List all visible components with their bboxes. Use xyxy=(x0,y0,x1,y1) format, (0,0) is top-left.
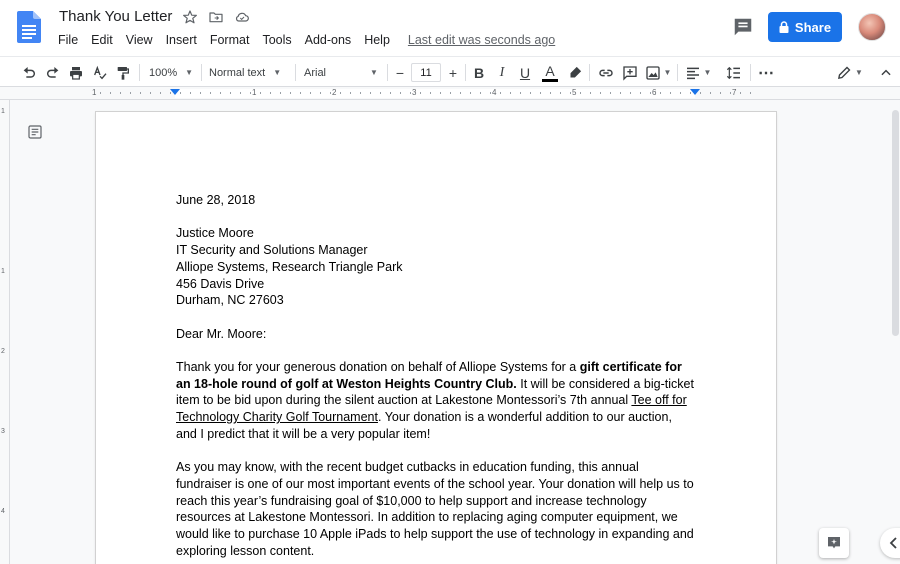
last-edit-link[interactable]: Last edit was seconds ago xyxy=(407,33,556,47)
ruler-tick xyxy=(660,92,661,94)
ruler-tick xyxy=(510,92,511,94)
paragraph-1-text: . Your donation is a wonderful addition to our auction, and I predict that it will be a very popular item! xyxy=(176,410,672,441)
ruler-tick xyxy=(200,92,201,94)
ruler-tick xyxy=(130,92,131,94)
line-spacing-icon[interactable] xyxy=(723,57,745,88)
ruler-tick xyxy=(480,92,481,94)
ruler-tick xyxy=(550,92,551,94)
share-label: Share xyxy=(794,19,832,35)
align-left-icon[interactable] xyxy=(684,57,712,88)
ruler-number: 6 xyxy=(652,88,657,97)
ruler-tick xyxy=(530,92,531,94)
caret-down-icon: ▼ xyxy=(855,68,863,77)
vruler-number: 3 xyxy=(1,428,5,435)
ruler-tick xyxy=(270,92,271,94)
ruler-tick xyxy=(500,92,501,94)
ruler-tick xyxy=(310,92,311,94)
docs-logo-icon[interactable] xyxy=(17,11,41,43)
toolbar-divider xyxy=(295,64,296,81)
ruler-tick xyxy=(210,92,211,94)
ruler-tick xyxy=(290,92,291,94)
paint-format-icon[interactable] xyxy=(112,57,134,88)
explore-icon xyxy=(826,535,842,551)
ruler-tick xyxy=(620,92,621,94)
ruler-tick xyxy=(680,92,681,94)
move-folder-icon[interactable] xyxy=(208,9,224,25)
toolbar-divider xyxy=(589,64,590,81)
menu-file[interactable]: File xyxy=(58,33,79,47)
ruler-tick xyxy=(590,92,591,94)
ruler-number: 1 xyxy=(92,88,97,97)
salutation: Dear Mr. Moore: xyxy=(176,326,267,341)
undo-icon[interactable] xyxy=(18,57,40,88)
menu-view[interactable]: View xyxy=(125,33,153,47)
ruler-tick xyxy=(150,92,151,94)
editing-mode-icon[interactable] xyxy=(836,57,864,88)
spellcheck-icon[interactable] xyxy=(89,57,111,88)
vruler-number: 1 xyxy=(1,108,5,115)
recipient-title: IT Security and Solutions Manager xyxy=(176,243,368,258)
header xyxy=(0,0,900,56)
ruler-tick xyxy=(450,92,451,94)
zoom-value: 100% xyxy=(148,66,178,79)
toolbar-divider xyxy=(139,64,140,81)
text-color-swatch xyxy=(542,79,558,82)
ruler-tick xyxy=(670,92,671,94)
ruler-tick xyxy=(400,92,401,94)
ruler-tick xyxy=(730,92,731,94)
toolbar-divider xyxy=(750,64,751,81)
insert-comment-icon[interactable] xyxy=(620,57,640,88)
recipient-street: 456 Davis Drive xyxy=(176,276,265,291)
decrease-font-size-button[interactable]: − xyxy=(395,64,405,81)
ruler-tick xyxy=(520,92,521,94)
ruler-number: 1 xyxy=(252,88,257,97)
ruler-tick xyxy=(430,92,431,94)
ruler-tick xyxy=(220,92,221,94)
ruler-tick xyxy=(650,92,651,94)
style-value: Normal text xyxy=(209,66,266,79)
underline-button[interactable]: U xyxy=(519,64,531,81)
ruler-tick xyxy=(120,92,121,94)
ruler-tick xyxy=(570,92,571,94)
more-options-button[interactable]: ⋯ xyxy=(758,64,774,82)
explore-button[interactable] xyxy=(819,528,849,558)
ruler-tick xyxy=(750,92,751,94)
ruler-tick xyxy=(320,92,321,94)
title-row xyxy=(59,8,250,25)
ruler-tick xyxy=(370,92,371,94)
right-indent-marker[interactable] xyxy=(690,89,700,95)
ruler-tick xyxy=(600,92,601,94)
recipient-city: Durham, NC 27603 xyxy=(176,293,284,308)
ruler-tick xyxy=(420,92,421,94)
paragraph-1-bold: gift certificate for an 18-hole round of golf at Weston Heights Country Club. xyxy=(176,359,682,391)
ruler-tick xyxy=(380,92,381,94)
star-icon[interactable] xyxy=(182,9,198,25)
paragraph-1 xyxy=(176,359,696,443)
style-select[interactable] xyxy=(209,57,289,88)
toolbar-divider xyxy=(465,64,466,81)
ruler-tick xyxy=(580,92,581,94)
redo-icon[interactable] xyxy=(42,57,64,88)
ruler-tick xyxy=(610,92,611,94)
recipient-name: Justice Moore xyxy=(176,226,254,241)
ruler-tick xyxy=(230,92,231,94)
highlight-icon[interactable] xyxy=(565,57,585,88)
vruler-number: 1 xyxy=(1,268,5,275)
paragraph-2: As you may know, with the recent budget cutbacks in education funding, this annual fundraiser is one of our most important events of the school year. Your donation will help us to reach this year’s fundraising goal of $10,000 to help support and increase technology resources at Lakestone Montessori. In addition to replacing aging computer equipment, we would like to purchase 10 Apple iPads to help support the use of technology in expanding and exploring lesson content. xyxy=(176,460,694,558)
recipient-company: Alliope Systems, Research Triangle Park xyxy=(176,259,403,274)
ruler-tick xyxy=(160,92,161,94)
ruler-tick xyxy=(280,92,281,94)
caret-down-icon: ▼ xyxy=(370,68,378,77)
text-color-button[interactable] xyxy=(540,57,560,88)
document-page[interactable] xyxy=(96,112,776,564)
vertical-ruler[interactable] xyxy=(0,100,10,564)
font-size-input[interactable]: 11 xyxy=(411,63,441,82)
ruler-tick xyxy=(330,92,331,94)
left-indent-marker[interactable] xyxy=(170,89,180,95)
ruler-tick xyxy=(250,92,251,94)
document-outline-icon[interactable] xyxy=(27,124,43,140)
ruler-tick xyxy=(300,92,301,94)
ruler-tick xyxy=(490,92,491,94)
insert-link-icon[interactable] xyxy=(596,57,616,88)
ruler-tick xyxy=(460,92,461,94)
ruler-tick xyxy=(630,92,631,94)
ruler-tick xyxy=(180,92,181,94)
letter-date: June 28, 2018 xyxy=(176,193,256,207)
ruler-tick xyxy=(740,92,741,94)
menu-help[interactable]: Help xyxy=(364,33,390,47)
menu-insert[interactable]: Insert xyxy=(165,33,197,47)
ruler-tick xyxy=(140,92,141,94)
bold-button[interactable]: B xyxy=(473,64,485,81)
ruler-tick xyxy=(350,92,351,94)
ruler-tick xyxy=(340,92,341,94)
menu-addons[interactable]: Add-ons xyxy=(304,33,352,47)
ruler-number: 3 xyxy=(412,88,417,97)
font-select[interactable] xyxy=(304,57,384,88)
scrollbar-thumb[interactable] xyxy=(892,110,899,336)
lock-icon xyxy=(779,21,789,33)
ruler-tick xyxy=(390,92,391,94)
comment-history-icon[interactable] xyxy=(732,16,754,38)
share-button[interactable] xyxy=(768,12,842,42)
ruler-tick xyxy=(190,92,191,94)
tournament-link[interactable]: Tee off for Technology Charity Golf Tournament xyxy=(176,393,687,425)
menu-format[interactable]: Format xyxy=(209,33,250,47)
ruler-tick xyxy=(720,92,721,94)
ruler-tick xyxy=(540,92,541,94)
menu-edit[interactable]: Edit xyxy=(91,33,113,47)
ruler-number: 7 xyxy=(732,88,737,97)
zoom-select[interactable] xyxy=(146,57,196,88)
ruler-tick xyxy=(560,92,561,94)
ruler-tick xyxy=(710,92,711,94)
collapse-menus-icon[interactable] xyxy=(876,57,896,88)
text-color-label: A xyxy=(545,62,555,79)
ruler-number: 2 xyxy=(332,88,337,97)
avatar[interactable] xyxy=(858,13,886,41)
chevron-left-icon xyxy=(889,537,899,549)
ruler-number: 4 xyxy=(492,88,497,97)
vruler-number: 4 xyxy=(1,508,5,515)
horizontal-ruler[interactable] xyxy=(0,87,900,100)
ruler-tick xyxy=(440,92,441,94)
paragraph-1-text: Thank you for your generous donation on behalf of Alliope Systems for a xyxy=(176,359,580,374)
caret-down-icon: ▼ xyxy=(273,68,282,77)
caret-down-icon: ▼ xyxy=(703,68,712,77)
menu-bar xyxy=(58,33,555,47)
ruler-tick xyxy=(470,92,471,94)
ruler-tick xyxy=(260,92,261,94)
paragraph-1-text: It will be considered a big-ticket item to be bid upon during the silent auction at Lakestone Montessori’s 7th annual xyxy=(176,376,694,408)
ruler-number: 5 xyxy=(572,88,577,97)
toolbar-divider xyxy=(387,64,388,81)
cloud-status-icon[interactable] xyxy=(234,9,250,25)
insert-image-icon[interactable] xyxy=(644,57,672,88)
ruler-tick xyxy=(410,92,411,94)
caret-down-icon: ▼ xyxy=(185,68,194,77)
font-value: Arial xyxy=(304,66,327,79)
menu-tools[interactable]: Tools xyxy=(262,33,292,47)
toolbar-divider xyxy=(201,64,202,81)
ruler-tick xyxy=(100,92,101,94)
toolbar xyxy=(0,56,900,87)
doc-title[interactable]: Thank You Letter xyxy=(59,8,173,25)
increase-font-size-button[interactable]: + xyxy=(448,64,458,81)
ruler-tick xyxy=(360,92,361,94)
ruler-tick xyxy=(240,92,241,94)
ruler-tick xyxy=(700,92,701,94)
ruler-tick xyxy=(110,92,111,94)
italic-button[interactable]: I xyxy=(499,64,505,80)
vruler-number: 2 xyxy=(1,348,5,355)
side-panel-toggle[interactable] xyxy=(880,528,900,558)
caret-down-icon: ▼ xyxy=(663,68,672,77)
vertical-scrollbar[interactable] xyxy=(890,100,900,564)
ruler-tick xyxy=(640,92,641,94)
toolbar-divider xyxy=(677,64,678,81)
document-body[interactable] xyxy=(176,192,696,559)
print-icon[interactable] xyxy=(65,57,87,88)
